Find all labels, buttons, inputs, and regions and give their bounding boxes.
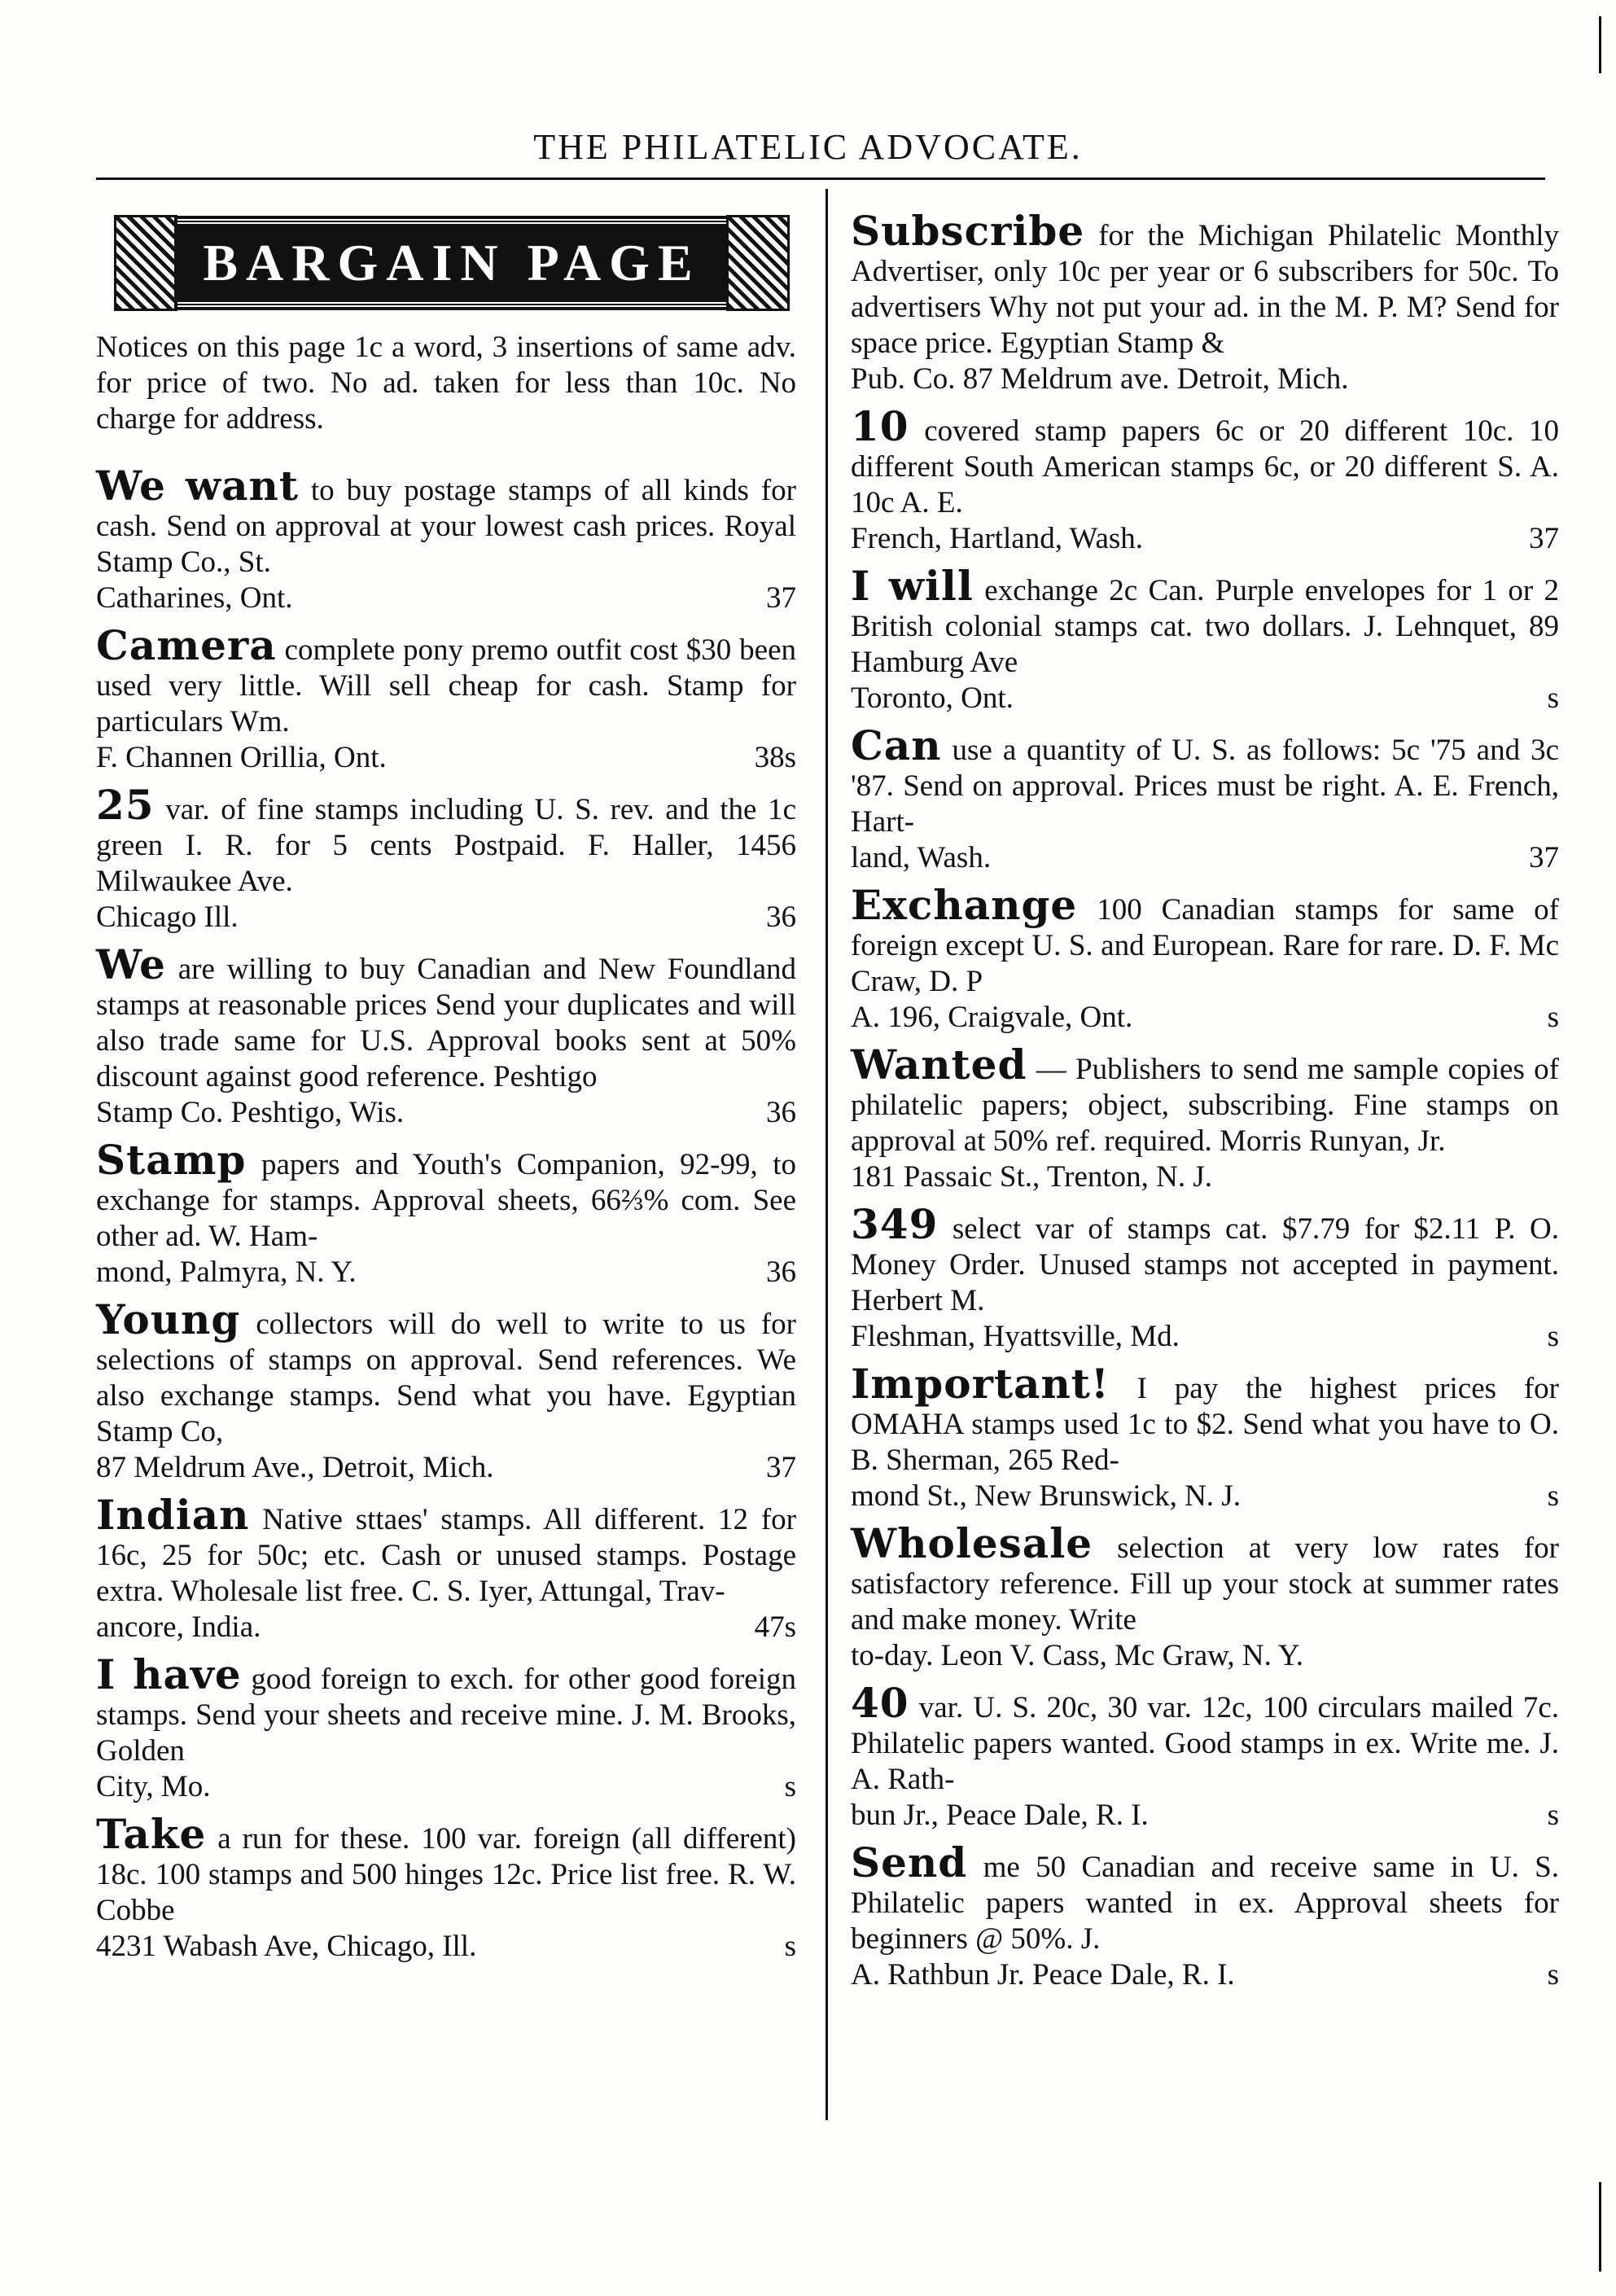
classified-ad [851, 881, 1560, 1036]
ad-address: F. Channen Orillia, Ont. [96, 741, 387, 774]
left-column [96, 330, 796, 1976]
ad-code: 37 [1529, 841, 1559, 874]
ad-code: s [1547, 1320, 1559, 1353]
banner-title: BARGAIN PAGE [177, 219, 726, 307]
ad-keyword: Camera [96, 621, 277, 669]
ad-code: s [1547, 681, 1559, 715]
ad-address: French, Hartland, Wash. [851, 522, 1144, 555]
page-header: THE PHILATELIC ADVOCATE. [533, 127, 1083, 167]
ad-keyword: Take [96, 1810, 207, 1858]
ad-address: bun Jr., Peace Dale, R. I. [851, 1799, 1149, 1832]
classified-ad [851, 1838, 1560, 1993]
ad-address: Toronto, Ont. [851, 681, 1014, 715]
ad-body: me 50 Canadian and receive same in U. S. Philatelic papers wanted in ex. Approval sheets for beginners @ 50%. J. [851, 1851, 1560, 1956]
classified-ad [851, 1519, 1559, 1674]
edge-mark [1599, 16, 1601, 73]
ad-body: covered stamp papers 6c or 20 different 10c. 10 different South American stamps 6c, or 20 different S. A. 10c A. E. [851, 414, 1560, 519]
column-divider [826, 189, 828, 2120]
ad-body: 100 Canadian stamps for same of foreign except U. S. and European. Rare for rare. D. F. Mc Craw, D. P [851, 893, 1560, 998]
ad-address: Catharines, Ont. [96, 581, 293, 615]
ad-address: 4231 Wabash Ave, Chicago, Ill. [96, 1930, 477, 1963]
classified-ad [96, 621, 796, 776]
bargain-page-banner [114, 210, 790, 316]
ad-body: to buy postage stamps of all kinds for cash. Send on approval at your lowest cash prices. Royal Stamp Co., St. [96, 474, 796, 579]
ad-keyword: Can [851, 721, 942, 769]
ad-keyword: 349 [851, 1200, 939, 1248]
ad-body: a run for these. 100 var. foreign (all different) 18c. 100 stamps and 500 hinges 12c. Price list free. R. W. Cobbe [96, 1822, 796, 1927]
ad-keyword: We [96, 940, 166, 988]
ad-body: var. U. S. 20c, 30 var. 12c, 100 circulars mailed 7c. Philatelic papers wanted. Good stamps in ex. Write me. J. A. Rath- [851, 1691, 1559, 1796]
ad-code: 36 [766, 1255, 796, 1289]
ad-address: to-day. Leon V. Cass, Mc Graw, N. Y. [851, 1639, 1303, 1672]
ad-address: Stamp Co. Peshtigo, Wis. [96, 1096, 405, 1129]
classified-ad [851, 562, 1559, 716]
ad-code: s [784, 1770, 796, 1803]
classified-ad [851, 721, 1559, 876]
ad-code: 37 [766, 1451, 796, 1484]
right-column [851, 207, 1560, 2005]
classified-ad [96, 1136, 796, 1290]
classified-ad [96, 1295, 797, 1486]
ad-keyword: Exchange [851, 881, 1078, 929]
banner-ornament-right [726, 215, 790, 311]
page-notice: Notices on this page 1c a word, 3 insertions of same adv. for price of two. No ad. taken for less than 10c. No charge for address. [96, 331, 796, 436]
ad-code: 37 [766, 581, 796, 615]
ad-address: ancore, India. [96, 1610, 261, 1644]
ad-body: use a quantity of U. S. as follows: 5c '75 and 3c '87. Send on approval. Prices must be right. A. E. French, Hart- [851, 734, 1559, 839]
ad-keyword: 25 [96, 781, 155, 829]
ad-keyword: Wholesale [851, 1519, 1093, 1567]
left-ads-list [96, 462, 797, 1965]
classified-ad [96, 781, 796, 935]
ad-keyword: Important! [851, 1360, 1110, 1408]
ad-code: s [1547, 1958, 1559, 1991]
ad-body: — Publishers to send me sample copies of philatelic papers; object, subscribing. Fine stamps on approval at 50% ref. required. Morris Runyan, Jr. [851, 1053, 1559, 1158]
ad-address: A. 196, Craigvale, Ont. [851, 1001, 1133, 1034]
classified-ad [96, 940, 797, 1131]
classified-ad [851, 1041, 1559, 1195]
ad-keyword: Indian [96, 1491, 250, 1539]
ad-address: City, Mo. [96, 1770, 211, 1803]
ad-address: Chicago Ill. [96, 900, 239, 934]
ad-keyword: I have [96, 1650, 242, 1698]
ad-code: s [1547, 1001, 1559, 1034]
ad-address: mond St., New Brunswick, N. J. [851, 1479, 1241, 1513]
ad-body: are willing to buy Canadian and New Foundland stamps at reasonable prices Send your duplicates and will also trade same for U.S. Approval books sent at 50% discount against good reference. Peshtigo [96, 953, 797, 1093]
ad-body: papers and Youth's Companion, 92-99, to exchange for stamps. Approval sheets, 66⅔% com. See other ad. W. Ham- [96, 1148, 796, 1253]
ad-address: land, Wash. [851, 841, 992, 874]
ad-keyword: Subscribe [851, 207, 1085, 255]
ad-keyword: We want [96, 462, 299, 510]
ad-body: collectors will do well to write to us for selections of stamps on approval. Send references. We also exchange stamps. Send what you have. Egyptian Stamp Co, [96, 1308, 797, 1448]
ad-code: s [784, 1930, 796, 1963]
ad-code: s [1547, 1799, 1559, 1832]
ad-code: 38s [754, 741, 796, 774]
ad-body: select var of stamps cat. $7.79 for $2.11 P. O. Money Order. Unused stamps not accepted in payment. Herbert M. [851, 1212, 1560, 1317]
ad-code: 36 [766, 900, 796, 934]
ad-address: Fleshman, Hyattsville, Md. [851, 1320, 1180, 1353]
right-ads-list [851, 207, 1560, 1993]
ad-body: selection at very low rates for satisfactory reference. Fill up your stock at summer rates and make money. Write [851, 1531, 1559, 1637]
ad-keyword: Wanted [851, 1041, 1027, 1089]
ad-body: for the Michigan Philatelic Monthly Advertiser, only 10c per year or 6 subscribers for 50c. To advertisers Why not put your ad. in the M. P. M? Send for space price. Egyptian Stamp & [851, 219, 1559, 360]
classified-ad [851, 402, 1560, 557]
classified-ad [96, 1810, 796, 1965]
ad-body: good foreign to exch. for other good foreign stamps. Send your sheets and receive mine. J. M. Brooks, Golden [96, 1663, 797, 1768]
classified-ad [851, 207, 1559, 397]
classified-ad [851, 1200, 1560, 1355]
ad-keyword: 40 [851, 1679, 909, 1727]
ad-address: mond, Palmyra, N. Y. [96, 1255, 357, 1289]
ad-code: 37 [1529, 522, 1559, 555]
ad-body: Native sttaes' stamps. All different. 12 for 16c, 25 for 50c; etc. Cash or unused stamps. Postage extra. Wholesale list free. C. S. Iyer, Attungal, Trav- [96, 1503, 796, 1608]
ad-keyword: Send [851, 1838, 968, 1886]
edge-mark [1599, 2182, 1601, 2272]
ad-keyword: I will [851, 562, 974, 610]
ad-body: complete pony premo outfit cost $30 been used very little. Will sell cheap for cash. Stamp for particulars Wm. [96, 633, 796, 738]
ad-code: s [1547, 1479, 1559, 1513]
classified-ad [96, 1491, 796, 1645]
ad-address: Pub. Co. 87 Meldrum ave. Detroit, Mich. [851, 362, 1349, 396]
ad-body: var. of fine stamps including U. S. rev. and the 1c green I. R. for 5 cents Postpaid. F. Haller, 1456 Milwaukee Ave. [96, 793, 796, 898]
ad-address: 181 Passaic St., Trenton, N. J. [851, 1160, 1213, 1194]
ad-address: 87 Meldrum Ave., Detroit, Mich. [96, 1451, 494, 1484]
ad-code: 36 [766, 1096, 796, 1129]
ad-keyword: Stamp [96, 1136, 247, 1184]
ad-body: exchange 2c Can. Purple envelopes for 1 or 2 British colonial stamps cat. two dollars. J. Lehnquet, 89 Hamburg Ave [851, 574, 1559, 679]
header-rule [96, 177, 1545, 180]
ad-keyword: Young [96, 1295, 241, 1343]
ad-keyword: 10 [851, 402, 909, 450]
classified-ad [96, 462, 796, 616]
classified-ad [851, 1360, 1559, 1514]
classified-ad [96, 1650, 797, 1805]
ad-body: I pay the highest prices for OMAHA stamps used 1c to $2. Send what you have to O. B. Sherman, 265 Red- [851, 1372, 1559, 1477]
classified-ad [851, 1679, 1559, 1834]
ad-code: 47s [754, 1610, 796, 1644]
ad-address: A. Rathbun Jr. Peace Dale, R. I. [851, 1958, 1235, 1991]
banner-ornament-left [114, 215, 177, 311]
